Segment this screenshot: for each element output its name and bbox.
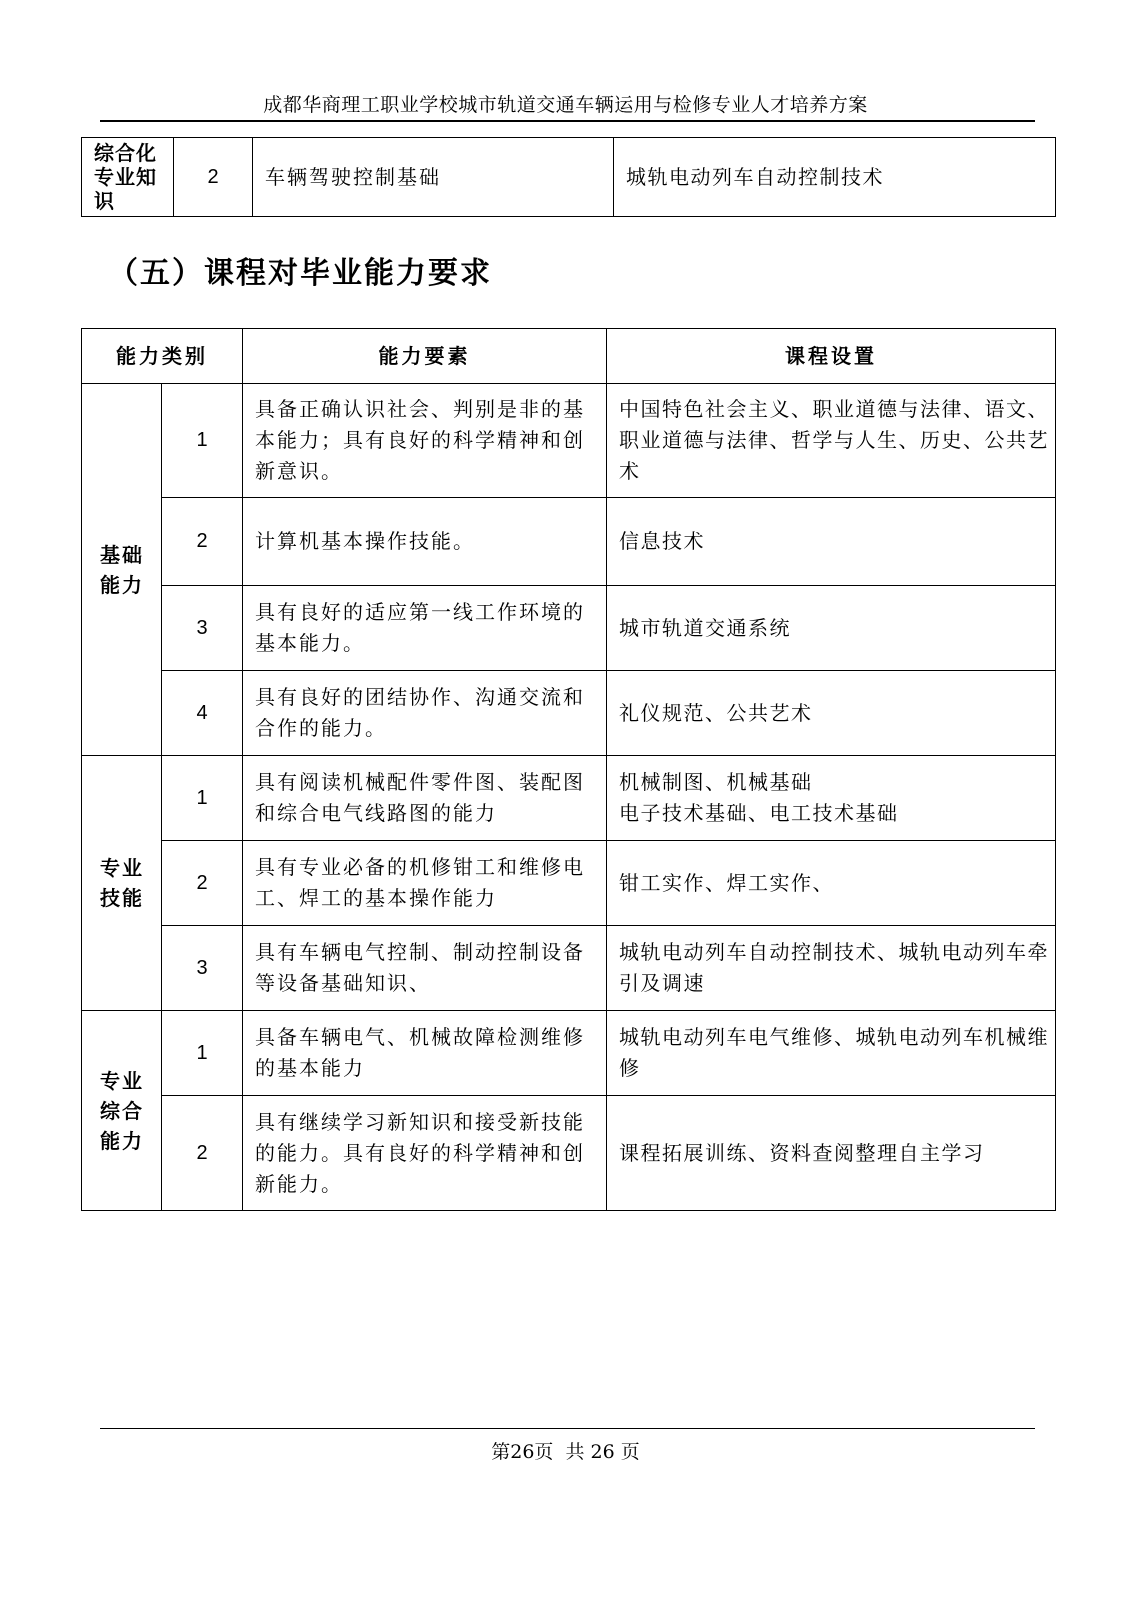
table-row (82, 756, 1056, 841)
number-cell: 2 (174, 138, 253, 217)
table-row (82, 926, 1056, 1011)
number-cell: 2 (162, 841, 243, 926)
header-element: 能力要素 (243, 329, 607, 384)
footer-rule (100, 1428, 1035, 1429)
element-cell: 具有继续学习新知识和接受新技能的能力。具有良好的科学精神和创新能力。 (243, 1096, 607, 1211)
table-row (82, 384, 1056, 498)
courses-cell: 中国特色社会主义、职业道德与法律、语文、职业道德与法律、哲学与人生、历史、公共艺术 (607, 384, 1056, 498)
element-cell: 具备车辆电气、机械故障检测维修的基本能力 (243, 1011, 607, 1096)
table-row (82, 586, 1056, 671)
element-cell: 具有专业必备的机修钳工和维修电工、焊工的基本操作能力 (243, 841, 607, 926)
course-cell: 车辆驾驶控制基础 (253, 138, 614, 217)
table-row (82, 138, 1056, 217)
group-cell: 专业综合能力 (82, 1011, 162, 1211)
group-cell: 专业技能 (82, 756, 162, 1011)
number-cell: 1 (162, 1011, 243, 1096)
page-header: 成都华商理工职业学校城市轨道交通车辆运用与检修专业人才培养方案 (263, 94, 868, 116)
header-courses: 课程设置 (607, 329, 1056, 384)
section-title: （五）课程对毕业能力要求 (108, 256, 492, 291)
courses-cell: 城市轨道交通系统 (607, 586, 1056, 671)
table-header-row (82, 329, 1056, 384)
number-cell: 3 (162, 926, 243, 1011)
table-row (82, 841, 1056, 926)
number-cell: 1 (162, 384, 243, 498)
courses-cell: 机械制图、机械基础 电子技术基础、电工技术基础 (607, 756, 1056, 841)
table-row (82, 671, 1056, 756)
continued-table (81, 137, 1056, 217)
courses-cell: 城轨电动列车电气维修、城轨电动列车机械维修 (607, 1011, 1056, 1096)
course-cell: 城轨电动列车自动控制技术 (614, 138, 1056, 217)
courses-cell: 礼仪规范、公共艺术 (607, 671, 1056, 756)
element-cell: 具有车辆电气控制、制动控制设备等设备基础知识、 (243, 926, 607, 1011)
courses-cell: 课程拓展训练、资料查阅整理自主学习 (607, 1096, 1056, 1211)
table-row (82, 1011, 1056, 1096)
category-cell: 综合化专业知识 (82, 138, 174, 217)
header-category: 能力类别 (82, 329, 243, 384)
element-cell: 具有良好的团结协作、沟通交流和合作的能力。 (243, 671, 607, 756)
element-cell: 具备正确认识社会、判别是非的基本能力；具有良好的科学精神和创新意识。 (243, 384, 607, 498)
number-cell: 4 (162, 671, 243, 756)
table-row (82, 498, 1056, 586)
group-cell: 基础能力 (82, 384, 162, 756)
courses-cell: 信息技术 (607, 498, 1056, 586)
header-rule (100, 120, 1035, 122)
table-row (82, 1096, 1056, 1211)
number-cell: 2 (162, 1096, 243, 1211)
courses-cell: 城轨电动列车自动控制技术、城轨电动列车牵引及调速 (607, 926, 1056, 1011)
element-cell: 计算机基本操作技能。 (243, 498, 607, 586)
page-number: 第26页 共 26 页 (491, 1441, 640, 1463)
number-cell: 3 (162, 586, 243, 671)
courses-cell: 钳工实作、焊工实作、 (607, 841, 1056, 926)
element-cell: 具有良好的适应第一线工作环境的基本能力。 (243, 586, 607, 671)
number-cell: 1 (162, 756, 243, 841)
number-cell: 2 (162, 498, 243, 586)
ability-table (81, 328, 1056, 1211)
element-cell: 具有阅读机械配件零件图、装配图和综合电气线路图的能力 (243, 756, 607, 841)
